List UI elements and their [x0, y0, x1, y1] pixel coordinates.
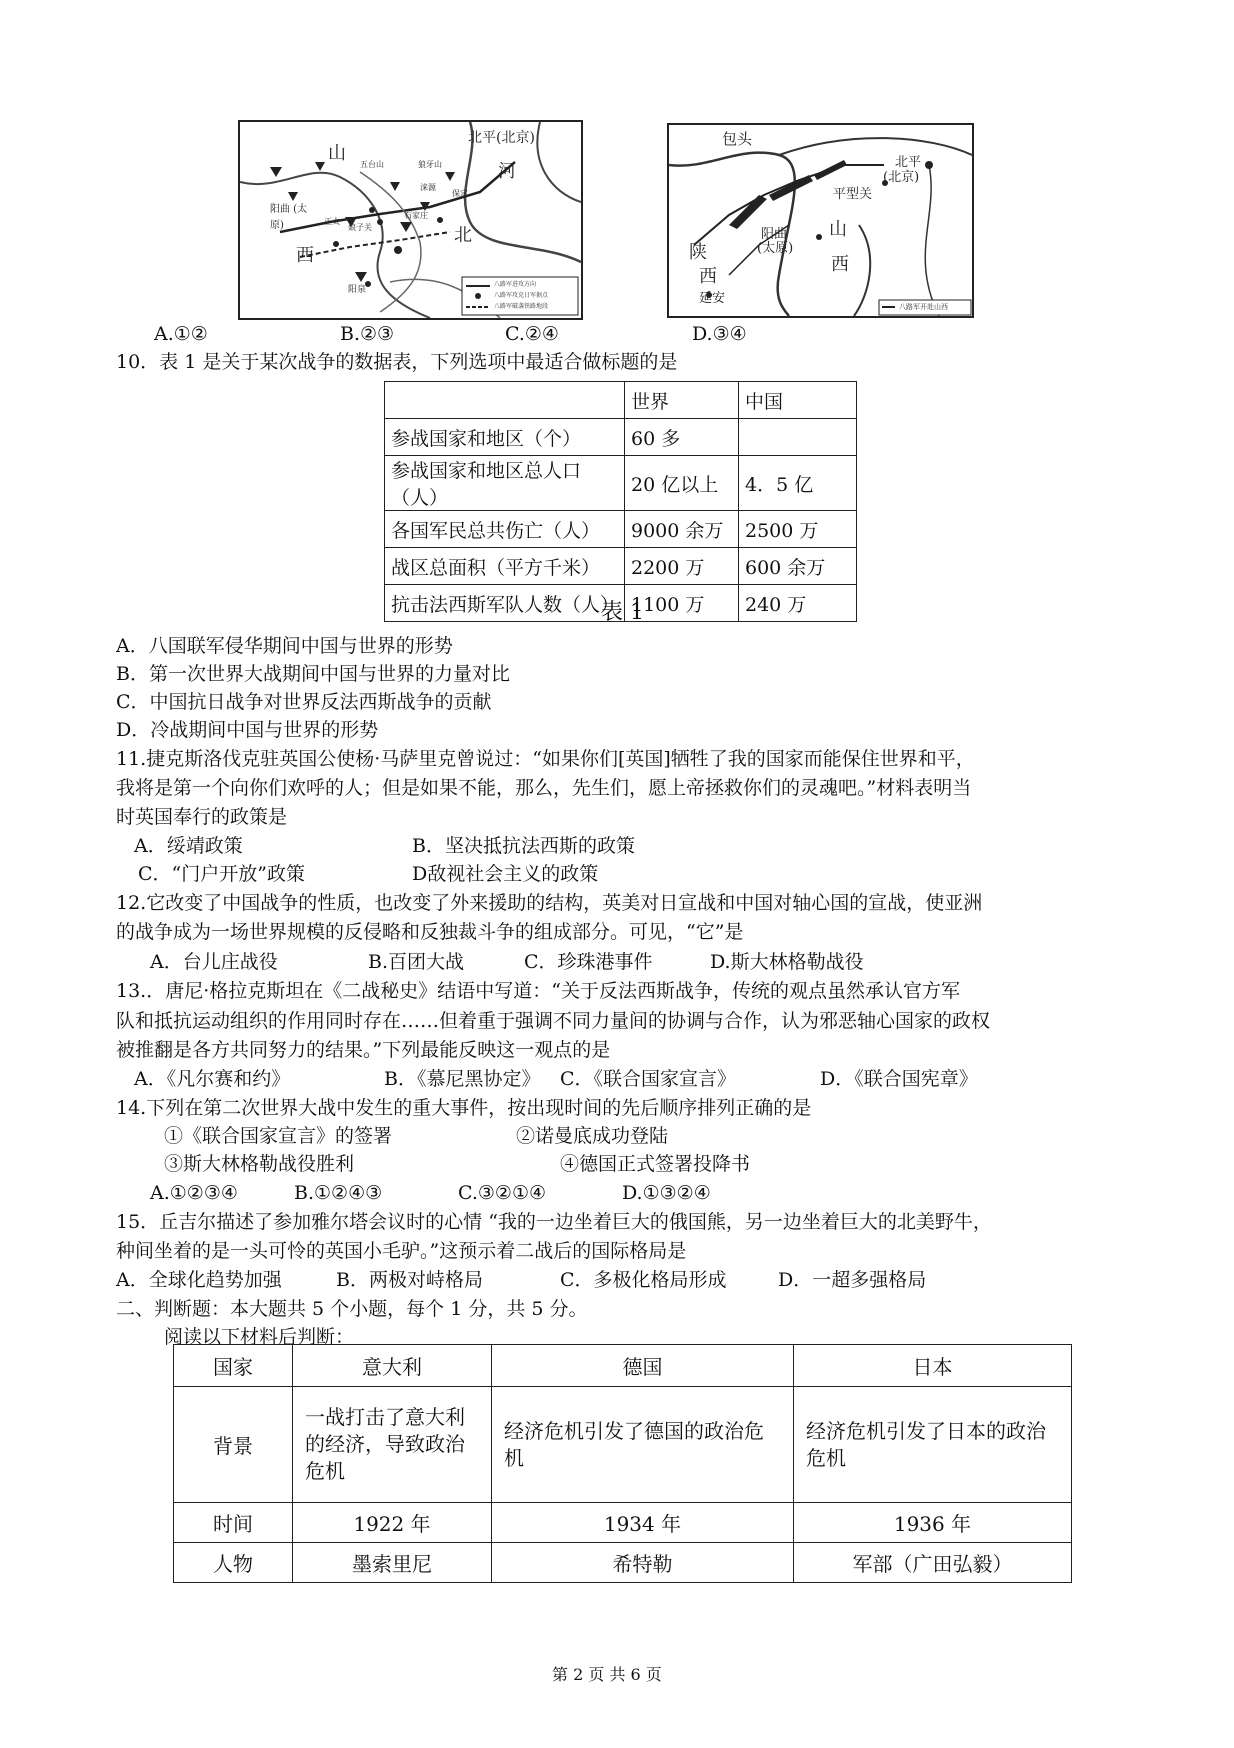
q15-option-b: B．两极对峙格局 [336, 1269, 483, 1291]
table-cell: 20 亿以上 [625, 456, 739, 511]
map1-label-zhengtai: 正太 [324, 217, 340, 226]
q10-table-caption: 表 1 [601, 600, 644, 625]
q13-option-c: C．《联合国家宣言》 [560, 1068, 737, 1090]
map2-label-shan: 山 [829, 219, 847, 240]
table-cell: 战区总面积（平方千米） [385, 548, 625, 585]
table-cell: 抗击法西斯军队人数（人） [385, 585, 625, 622]
q15-option-d: D．一超多强格局 [778, 1269, 927, 1291]
q9-option-a: A.①② [154, 323, 208, 345]
q13-option-b: B．《慕尼黑协定》 [384, 1068, 541, 1090]
map2-label-yangqu: 阳曲 [761, 227, 788, 242]
q12-option-b: B.百团大战 [368, 951, 465, 973]
q13-option-a: A．《凡尔赛和约》 [134, 1068, 291, 1090]
q14-item-4: ④德国正式签署投降书 [560, 1153, 751, 1175]
q11-option-a: A．绥靖政策 [134, 835, 243, 857]
table-row-label: 背景 [174, 1387, 293, 1503]
table-row [174, 1387, 1072, 1503]
q12-line-1: 12.它改变了中国战争的性质，也改变了外来援助的结构，英美对日宣战和中国对轴心国的宣战，使亚洲 [116, 892, 983, 914]
table-cell: 240 万 [739, 585, 857, 622]
map2-label-shaan: 陕 [689, 242, 707, 263]
table-cell: 一战打击了意大利的经济，导致政治危机 [293, 1387, 492, 1503]
q15-line-2: 种间坐着的是一头可怜的英国小毛驴。”这预示着二战后的国际格局是 [116, 1240, 687, 1262]
table-cell: 1922 年 [293, 1503, 492, 1543]
table-cell: 9000 余万 [625, 511, 739, 548]
q14-item-2: ②诺曼底成功登陆 [516, 1125, 669, 1147]
table-cell: 参战国家和地区（个） [385, 419, 625, 456]
table-cell: 参战国家和地区总人口（人） [385, 456, 625, 511]
q11-line-1: 11.捷克斯洛伐克驻英国公使杨·马萨里克曾说过：“如果你们[英国]牺牲了我的国家而能保住世界和平， [116, 748, 975, 770]
map2-label-taiyuan: (太原) [757, 241, 794, 256]
table-cell: 2200 万 [625, 548, 739, 585]
table-cell: 各国军民总共伤亡（人） [385, 511, 625, 548]
q13-line-1: 13.．唐尼·格拉克斯坦在《二战秘史》结语中写道：“关于反法西斯战争，传统的观点虽然承认官方军 [116, 980, 960, 1002]
q15-option-c: C．多极化格局形成 [560, 1269, 727, 1291]
q10-option-b: B．第一次世界大战期间中国与世界的力量对比 [116, 663, 510, 685]
map2-legend-1: 八路军开赴山西 [899, 303, 948, 311]
map1-legend-3: 八路军破袭铁路地段 [494, 303, 549, 310]
table-row [174, 1543, 1072, 1583]
table-cell: 经济危机引发了德国的政治危机 [492, 1387, 794, 1503]
map1-label-shijiazhuang: 石家庄 [404, 211, 428, 220]
map2-label-xi-2: 西 [831, 254, 849, 275]
q10-option-c: C．中国抗日战争对世界反法西斯战争的贡献 [116, 691, 492, 713]
section2-comparison-table [173, 1344, 1072, 1583]
map1-label-niangziguan: 娘子关 [348, 223, 372, 232]
map-hundred-regiments [238, 120, 583, 320]
q11-line-3: 时英国奉行的政策是 [116, 806, 288, 828]
q14-option-d: D.①③②④ [622, 1182, 711, 1204]
table-cell: 1100 万 [625, 585, 739, 622]
map2-label-pingxingguan: 平型关 [833, 187, 873, 202]
q12-option-d: D.斯大林格勒战役 [710, 951, 864, 973]
section2-heading: 二、判断题：本大题共 5 个小题，每个 1 分，共 5 分。 [116, 1298, 588, 1320]
table-cell: 1934 年 [492, 1503, 794, 1543]
map2-label-baotou: 包头 [722, 130, 753, 148]
q15-option-a: A．全球化趋势加强 [116, 1269, 282, 1291]
map1-label-laiyuan: 涞源 [420, 183, 436, 192]
page-footer: 第 2 页 共 6 页 [552, 1665, 662, 1684]
q14-option-a: A.①②③④ [150, 1182, 238, 1204]
map2-drawing [669, 125, 972, 316]
table-header-cell: 世界 [625, 382, 739, 419]
map2-label-xi-1: 西 [699, 266, 717, 287]
map1-legend-2: 八路军攻克日军据点 [494, 292, 549, 299]
q14-item-1: ①《联合国家宣言》的签署 [164, 1125, 393, 1147]
map1-legend-1: 八路军进攻方向 [494, 281, 537, 288]
q13-line-3: 被推翻是各方共同努力的结果。”下列最能反映这一观点的是 [116, 1039, 611, 1061]
table-row [174, 1503, 1072, 1543]
q11-option-b: B．坚决抵抗法西斯的政策 [412, 835, 635, 857]
q9-option-b: B.②③ [340, 323, 395, 345]
map2-label-beijing: (北京) [883, 170, 920, 185]
q12-option-a: A．台儿庄战役 [150, 951, 278, 973]
table-row-label: 人物 [174, 1543, 293, 1583]
table-row [385, 548, 857, 585]
table-cell: 60 多 [625, 419, 739, 456]
q12-option-c: C．珍珠港事件 [524, 951, 653, 973]
q13-line-2: 队和抵抗运动组织的作用同时存在……但着重于强调不同力量间的协调与合作，认为邪恶轴心国家的政权 [116, 1010, 991, 1032]
q14-option-b: B.①②④③ [294, 1182, 383, 1204]
table-cell: 2500 万 [739, 511, 857, 548]
section2-intro: 阅读以下材料后判断： [164, 1326, 355, 1348]
table-row [385, 511, 857, 548]
table-row [385, 456, 857, 511]
q11-option-c: C．“门户开放”政策 [138, 863, 305, 885]
q15-line-1: 15．丘吉尔描述了参加雅尔塔会议时的心情 “我的一边坐着巨大的俄国熊，另一边坐着巨大的北美野牛， [116, 1211, 992, 1233]
map-pingxingguan [667, 123, 974, 318]
table-row [385, 382, 857, 419]
table-header-cell: 意大利 [293, 1345, 492, 1387]
table-header-cell [385, 382, 625, 419]
table-row [385, 419, 857, 456]
q11-option-d: D敌视社会主义的政策 [412, 863, 599, 885]
map2-label-beiping: 北平 [895, 155, 922, 170]
table-cell [739, 419, 857, 456]
table-cell: 墨索里尼 [293, 1543, 492, 1583]
table-header-cell: 国家 [174, 1345, 293, 1387]
q10-option-a: A．八国联军侵华期间中国与世界的形势 [116, 635, 453, 657]
table-header-cell: 日本 [794, 1345, 1072, 1387]
map1-label-bei: 北 [454, 225, 472, 246]
table-cell: 军部（广田弘毅） [794, 1543, 1072, 1583]
table-cell: 1936 年 [794, 1503, 1072, 1543]
map1-label-shan: 山 [328, 143, 346, 164]
q10-stem: 10．表 1 是关于某次战争的数据表，下列选项中最适合做标题的是 [116, 351, 678, 373]
table-row-label: 时间 [174, 1503, 293, 1543]
table-header-cell: 德国 [492, 1345, 794, 1387]
map1-label-yangquan: 阳泉 [348, 285, 367, 295]
map1-label-baoding: 保定 [452, 189, 468, 198]
map1-label-beiping: 北平(北京) [468, 130, 535, 146]
q14-option-c: C.③②①④ [458, 1182, 547, 1204]
map1-label-langyashan: 狼牙山 [418, 160, 442, 169]
map1-label-he: 河 [498, 161, 516, 182]
map1-label-wutaishan: 五台山 [360, 160, 384, 169]
map1-label-yangqu: 阳曲 (太原) [270, 204, 308, 231]
table-cell: 经济危机引发了日本的政治危机 [794, 1387, 1072, 1503]
table-cell: 希特勒 [492, 1543, 794, 1583]
q10-data-table [384, 381, 857, 622]
table-cell: 600 余万 [739, 548, 857, 585]
q14-stem: 14.下列在第二次世界大战中发生的重大事件，按出现时间的先后顺序排列正确的是 [116, 1097, 812, 1119]
q11-line-2: 我将是第一个向你们欢呼的人；但是如果不能，那么，先生们，愿上帝拯救你们的灵魂吧。”材料表明当 [116, 777, 972, 799]
map2-label-yanan: 延安 [699, 291, 726, 306]
q13-option-d: D．《联合国宪章》 [820, 1068, 978, 1090]
q10-option-d: D．冷战期间中国与世界的形势 [116, 719, 379, 741]
q12-line-2: 的战争成为一场世界规模的反侵略和反独裁斗争的组成部分。可见，“它”是 [116, 921, 744, 943]
q14-item-3: ③斯大林格勒战役胜利 [164, 1153, 355, 1175]
map1-label-xi: 西 [296, 245, 314, 266]
table-header-cell: 中国 [739, 382, 857, 419]
table-cell: 4．5 亿 [739, 456, 857, 511]
q9-option-d: D.③④ [692, 323, 747, 345]
table-row [174, 1345, 1072, 1387]
q9-option-c: C.②④ [505, 323, 559, 345]
